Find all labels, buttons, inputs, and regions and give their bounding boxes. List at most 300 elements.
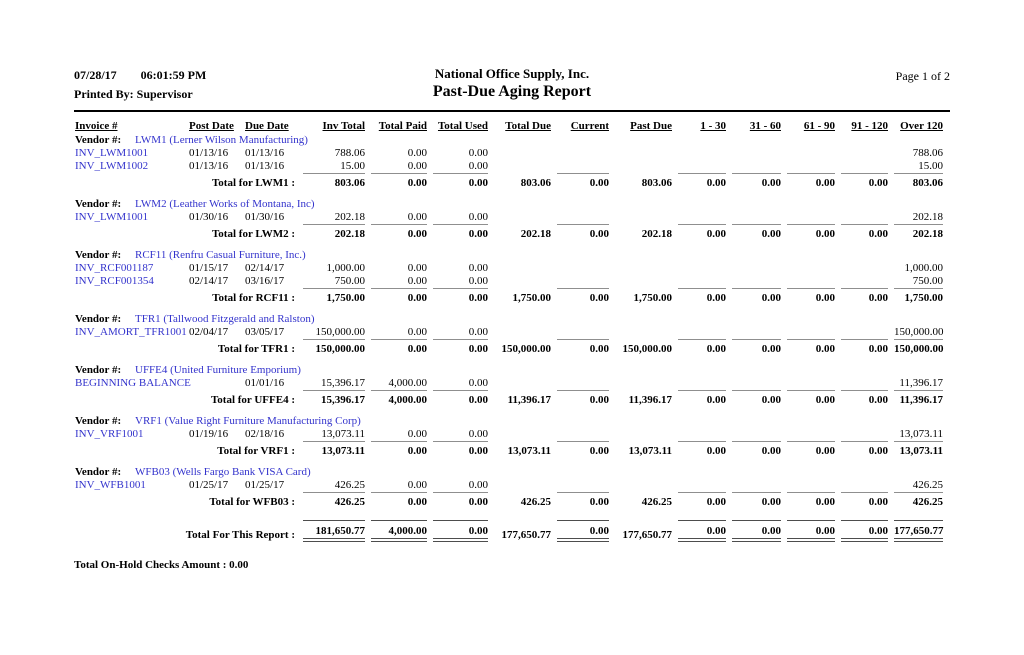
- on-hold-checks-value: 0.00: [229, 559, 249, 572]
- section-total-amount: 0.00: [433, 224, 488, 241]
- section-total-row: [75, 441, 943, 458]
- amount-cell: [732, 377, 781, 390]
- section-total-amount: 0.00: [732, 224, 781, 241]
- amount-cell: 202.18: [912, 211, 943, 224]
- section-total-amount: 0.00: [557, 492, 609, 509]
- invoice-row: [75, 275, 943, 288]
- section-total-amount: 0.00: [557, 288, 609, 305]
- amount-cell: [678, 479, 726, 492]
- aging-table: [69, 116, 949, 542]
- section-total-amount: 0.00: [557, 173, 609, 190]
- vendor-cell: [75, 414, 943, 428]
- amount-cell: 13,073.11: [321, 428, 365, 441]
- vendor-row: [75, 465, 943, 479]
- column-header: Post Date: [189, 120, 234, 133]
- amount-cell: [841, 275, 888, 288]
- amount-cell: 0.00: [468, 479, 488, 492]
- due-date-cell: 03/16/17: [245, 275, 285, 288]
- vendor-row: [75, 197, 943, 211]
- amount-cell: [615, 262, 672, 275]
- section-total-amount: 13,073.11: [507, 445, 551, 458]
- section-total-amount: 0.00: [841, 288, 888, 305]
- post-date-cell: 01/13/16: [189, 160, 229, 173]
- section-total-amount: 202.18: [303, 224, 365, 241]
- section-total-amount: 0.00: [841, 224, 888, 241]
- spacer-row: [75, 509, 943, 516]
- amount-cell: 0.00: [407, 160, 427, 173]
- amount-cell: [494, 428, 551, 441]
- vendor-row: [75, 248, 943, 262]
- section-total-amount: 0.00: [732, 173, 781, 190]
- vendor-number-label: Vendor #:: [75, 134, 122, 147]
- section-total-amount: 11,396.17: [507, 394, 551, 407]
- amount-cell: [732, 275, 781, 288]
- amount-cell: 0.00: [468, 262, 488, 275]
- invoice-link[interactable]: INV_VRF1001: [75, 428, 144, 441]
- header-left: [74, 66, 329, 104]
- report-total-amount: 0.00: [841, 520, 888, 542]
- spacer-row: [75, 241, 943, 248]
- amount-cell: [494, 262, 551, 275]
- page-number: Page 1 of 2: [895, 69, 950, 83]
- amount-cell: [732, 262, 781, 275]
- invoice-row: [75, 326, 943, 339]
- amount-cell: 0.00: [407, 428, 427, 441]
- section-total-amount: 0.00: [841, 173, 888, 190]
- vendor-link[interactable]: RCF11 (Renfru Casual Furniture, Inc.): [135, 249, 306, 262]
- amount-cell: 1,000.00: [904, 262, 943, 275]
- column-header: Total Used: [437, 120, 488, 133]
- invoice-link[interactable]: INV_RCF001187: [75, 262, 154, 275]
- section-total-amount: 1,750.00: [633, 292, 672, 305]
- spacer-row: [75, 190, 943, 197]
- section-total-amount: 11,396.17: [628, 394, 672, 407]
- amount-cell: [787, 160, 835, 173]
- section-total-amount: 0.00: [787, 492, 835, 509]
- amount-cell: [678, 377, 726, 390]
- amount-cell: 0.00: [468, 275, 488, 288]
- section-total-amount: 202.18: [641, 228, 672, 241]
- section-total-amount: 11,396.17: [894, 390, 943, 407]
- vendor-link[interactable]: VRF1 (Value Right Furniture Manufacturing Corp): [135, 415, 361, 428]
- amount-cell: [787, 262, 835, 275]
- amount-cell: 4,000.00: [388, 377, 427, 390]
- invoice-link[interactable]: BEGINNING BALANCE: [75, 377, 191, 390]
- post-date-cell: 01/30/16: [189, 211, 229, 224]
- section-total-amount: 0.00: [557, 390, 609, 407]
- due-date-cell: 02/14/17: [245, 262, 285, 275]
- column-header: 61 - 90: [803, 120, 835, 133]
- spacer: [75, 241, 943, 248]
- vendor-row: [75, 363, 943, 377]
- amount-cell: 0.00: [407, 262, 427, 275]
- column-header: Current: [570, 120, 609, 133]
- amount-cell: [494, 211, 551, 224]
- section-total-row: [75, 339, 943, 356]
- amount-cell: [678, 428, 726, 441]
- amount-cell: [841, 147, 888, 160]
- printed-by: Printed By: Supervisor: [74, 87, 193, 102]
- section-total-amount: 202.18: [520, 228, 551, 241]
- due-date-cell: 02/18/16: [245, 428, 285, 441]
- amount-cell: 0.00: [468, 211, 488, 224]
- section-total-amount: 0.00: [678, 390, 726, 407]
- report-total-amount: 0.00: [787, 520, 835, 542]
- section-total-amount: 426.25: [520, 496, 551, 509]
- amount-cell: [557, 160, 609, 173]
- amount-cell: [787, 275, 835, 288]
- report-header: [74, 66, 950, 104]
- section-total-amount: 0.00: [678, 339, 726, 356]
- section-total-amount: 0.00: [371, 441, 427, 458]
- section-total-amount: 0.00: [678, 173, 726, 190]
- section-total-amount: 0.00: [841, 492, 888, 509]
- amount-cell: [841, 262, 888, 275]
- invoice-row: [75, 377, 943, 390]
- section-total-label: Total for UFFE4 :: [210, 394, 295, 407]
- amount-cell: 1,000.00: [326, 262, 365, 275]
- amount-cell: 15.00: [918, 160, 943, 173]
- vendor-link[interactable]: WFB03 (Wells Fargo Bank VISA Card): [135, 466, 311, 479]
- vendor-number-label: Vendor #:: [75, 364, 122, 377]
- section-total-amount: 0.00: [433, 339, 488, 356]
- amount-cell: [841, 428, 888, 441]
- section-total-amount: 1,750.00: [512, 292, 551, 305]
- amount-cell: [557, 377, 609, 390]
- amount-cell: [841, 326, 888, 339]
- vendor-cell: [75, 363, 943, 377]
- section-total-amount: 0.00: [732, 390, 781, 407]
- section-total-amount: 0.00: [732, 339, 781, 356]
- section-total-amount: 1,750.00: [303, 288, 365, 305]
- invoice-row: [75, 262, 943, 275]
- vendor-number-label: Vendor #:: [75, 466, 122, 479]
- amount-cell: 788.06: [912, 147, 943, 160]
- amount-cell: [732, 211, 781, 224]
- post-date-cell: [189, 377, 239, 390]
- column-header: 31 - 60: [749, 120, 781, 133]
- report-total-amount: 4,000.00: [371, 520, 427, 542]
- due-date-cell: 01/13/16: [245, 160, 285, 173]
- spacer: [75, 305, 943, 312]
- column-header: Inv Total: [322, 120, 365, 133]
- section-total-amount: 0.00: [732, 288, 781, 305]
- section-total-amount: 150,000.00: [894, 339, 943, 356]
- section-total-amount: 0.00: [678, 224, 726, 241]
- invoice-link[interactable]: INV_LWM1001: [75, 147, 149, 160]
- section-total-amount: 0.00: [433, 390, 488, 407]
- invoice-link[interactable]: INV_LWM1001: [75, 211, 149, 224]
- due-date-cell: 01/30/16: [245, 211, 285, 224]
- amount-cell: [841, 377, 888, 390]
- amount-cell: [494, 377, 551, 390]
- amount-cell: [678, 262, 726, 275]
- vendor-cell: [75, 133, 943, 147]
- post-date-cell: 02/04/17: [189, 326, 229, 339]
- amount-cell: [615, 377, 672, 390]
- amount-cell: [615, 147, 672, 160]
- column-header: Invoice #: [75, 120, 118, 133]
- amount-cell: [841, 160, 888, 173]
- section-total-row: [75, 492, 943, 509]
- report-total-amount: 0.00: [732, 520, 781, 542]
- section-total-amount: 426.25: [894, 492, 943, 509]
- vendor-number-label: Vendor #:: [75, 415, 122, 428]
- report-total-amount: 181,650.77: [303, 520, 365, 542]
- section-total-amount: 0.00: [557, 224, 609, 241]
- amount-cell: [494, 147, 551, 160]
- on-hold-checks-note: [74, 559, 950, 571]
- section-total-label: Total for TFR1 :: [217, 343, 295, 356]
- on-hold-checks-label: Total On-Hold Checks Amount :: [74, 559, 227, 572]
- spacer: [75, 509, 943, 516]
- amount-cell: 788.06: [334, 147, 365, 160]
- vendor-cell: [75, 465, 943, 479]
- amount-cell: 0.00: [407, 275, 427, 288]
- section-total-amount: 0.00: [371, 288, 427, 305]
- report-total-amount: 177,650.77: [501, 529, 551, 542]
- section-total-amount: 0.00: [371, 173, 427, 190]
- vendor-row: [75, 312, 943, 326]
- section-total-amount: 13,073.11: [894, 441, 943, 458]
- section-total-label: Total for RCF11 :: [212, 292, 295, 305]
- amount-cell: [494, 160, 551, 173]
- vendor-link[interactable]: LWM1 (Lerner Wilson Manufacturing): [135, 134, 308, 147]
- column-header: Total Due: [505, 120, 551, 133]
- section-total-amount: 4,000.00: [371, 390, 427, 407]
- spacer: [75, 458, 943, 465]
- amount-cell: [787, 211, 835, 224]
- section-total-amount: 0.00: [433, 288, 488, 305]
- section-total-amount: 0.00: [678, 492, 726, 509]
- section-total-row: [75, 173, 943, 190]
- amount-cell: 13,073.11: [899, 428, 943, 441]
- amount-cell: 750.00: [912, 275, 943, 288]
- amount-cell: 0.00: [407, 211, 427, 224]
- spacer-row: [75, 458, 943, 465]
- section-total-amount: 0.00: [371, 224, 427, 241]
- amount-cell: 0.00: [468, 428, 488, 441]
- amount-cell: [678, 160, 726, 173]
- amount-cell: [494, 275, 551, 288]
- amount-cell: [494, 326, 551, 339]
- invoice-row: [75, 147, 943, 160]
- column-header: Total Paid: [378, 120, 427, 133]
- spacer-row: [75, 407, 943, 414]
- section-total-amount: 0.00: [433, 492, 488, 509]
- report-total-amount: 0.00: [433, 520, 488, 542]
- section-total-amount: 0.00: [787, 288, 835, 305]
- amount-cell: [732, 428, 781, 441]
- vendor-link[interactable]: UFFE4 (United Furniture Emporium): [135, 364, 301, 377]
- amount-cell: 0.00: [468, 147, 488, 160]
- due-date-cell: 01/25/17: [245, 479, 285, 492]
- section-total-label: Total for WFB03 :: [209, 496, 295, 509]
- amount-cell: 15.00: [340, 160, 365, 173]
- vendor-cell: [75, 248, 943, 262]
- amount-cell: 150,000.00: [894, 326, 944, 339]
- amount-cell: [678, 326, 726, 339]
- section-total-row: [75, 390, 943, 407]
- section-total-amount: 0.00: [841, 339, 888, 356]
- section-total-amount: 0.00: [841, 441, 888, 458]
- vendor-number-label: Vendor #:: [75, 313, 122, 326]
- post-date-cell: 01/13/16: [189, 147, 229, 160]
- section-total-amount: 0.00: [678, 288, 726, 305]
- amount-cell: 426.25: [334, 479, 365, 492]
- section-total-amount: 15,396.17: [303, 390, 365, 407]
- section-total-amount: 1,750.00: [894, 288, 943, 305]
- section-total-label: Total for LWM2 :: [211, 228, 295, 241]
- section-total-amount: 0.00: [787, 224, 835, 241]
- vendor-number-label: Vendor #:: [75, 249, 122, 262]
- amount-cell: [841, 479, 888, 492]
- section-total-amount: 13,073.11: [628, 445, 672, 458]
- section-total-amount: 0.00: [732, 441, 781, 458]
- company-name: National Office Supply, Inc.: [434, 66, 590, 81]
- amount-cell: [787, 479, 835, 492]
- invoice-link[interactable]: INV_LWM1002: [75, 160, 149, 173]
- vendor-row: [75, 133, 943, 147]
- print-time: 06:01:59 PM: [140, 68, 207, 82]
- amount-cell: 0.00: [407, 147, 427, 160]
- invoice-link[interactable]: INV_RCF001354: [75, 275, 154, 288]
- amount-cell: [841, 211, 888, 224]
- due-date-cell: 01/13/16: [245, 147, 285, 160]
- amount-cell: 15,396.17: [321, 377, 365, 390]
- amount-cell: [557, 147, 609, 160]
- vendor-row: [75, 414, 943, 428]
- invoice-link[interactable]: INV_AMORT_TFR1001: [75, 326, 187, 339]
- header-divider: [74, 110, 950, 112]
- report-title: Past-Due Aging Report: [432, 83, 592, 100]
- amount-cell: [557, 428, 609, 441]
- column-header: 91 - 120: [851, 120, 888, 133]
- section-total-amount: 0.00: [787, 339, 835, 356]
- section-total-amount: 150,000.00: [303, 339, 365, 356]
- amount-cell: [732, 326, 781, 339]
- spacer: [75, 190, 943, 197]
- section-total-amount: 13,073.11: [303, 441, 365, 458]
- amount-cell: [787, 377, 835, 390]
- amount-cell: 0.00: [407, 479, 427, 492]
- section-total-amount: 0.00: [841, 390, 888, 407]
- amount-cell: [557, 262, 609, 275]
- section-total-amount: 426.25: [641, 496, 672, 509]
- amount-cell: [678, 275, 726, 288]
- section-total-amount: 0.00: [433, 441, 488, 458]
- post-date-cell: 02/14/17: [189, 275, 229, 288]
- amount-cell: [615, 428, 672, 441]
- column-header-row: [75, 116, 943, 133]
- spacer-row: [75, 305, 943, 312]
- section-total-amount: 0.00: [371, 339, 427, 356]
- section-total-amount: 0.00: [371, 492, 427, 509]
- vendor-link[interactable]: TFR1 (Tallwood Fitzgerald and Ralston): [135, 313, 315, 326]
- column-header: Due Date: [245, 120, 289, 133]
- post-date-cell: 01/25/17: [189, 479, 229, 492]
- amount-cell: [678, 211, 726, 224]
- report-total-label: Total For This Report :: [185, 529, 295, 542]
- amount-cell: 0.00: [468, 326, 488, 339]
- report-total-row: [75, 520, 943, 542]
- invoice-row: [75, 428, 943, 441]
- amount-cell: [615, 326, 672, 339]
- report-total-amount: 177,650.77: [622, 529, 672, 542]
- section-total-amount: 0.00: [787, 173, 835, 190]
- spacer-row: [75, 356, 943, 363]
- section-total-amount: 803.06: [520, 177, 551, 190]
- amount-cell: 150,000.00: [315, 326, 365, 339]
- amount-cell: [787, 428, 835, 441]
- report-total-amount: 0.00: [678, 520, 726, 542]
- print-date: 07/28/17: [74, 68, 117, 82]
- post-date-cell: 01/15/17: [189, 262, 229, 275]
- amount-cell: [732, 479, 781, 492]
- column-header: Over 120: [900, 120, 943, 133]
- section-total-amount: 426.25: [303, 492, 365, 509]
- section-total-amount: 0.00: [787, 441, 835, 458]
- amount-cell: [557, 326, 609, 339]
- amount-cell: [787, 147, 835, 160]
- report-total-amount: 0.00: [557, 520, 609, 542]
- section-total-amount: 0.00: [433, 173, 488, 190]
- amount-cell: 0.00: [468, 160, 488, 173]
- section-total-amount: 150,000.00: [501, 343, 551, 356]
- amount-cell: [732, 147, 781, 160]
- amount-cell: [557, 211, 609, 224]
- section-total-amount: 150,000.00: [622, 343, 672, 356]
- amount-cell: [557, 479, 609, 492]
- invoice-row: [75, 479, 943, 492]
- post-date-cell: 01/19/16: [189, 428, 229, 441]
- invoice-row: [75, 211, 943, 224]
- amount-cell: [615, 211, 672, 224]
- section-total-amount: 0.00: [787, 390, 835, 407]
- header-center: [329, 66, 695, 101]
- amount-cell: 426.25: [912, 479, 943, 492]
- vendor-number-label: Vendor #:: [75, 198, 122, 211]
- amount-cell: [678, 147, 726, 160]
- vendor-link[interactable]: LWM2 (Leather Works of Montana, Inc): [135, 198, 315, 211]
- amount-cell: 0.00: [468, 377, 488, 390]
- column-header: Past Due: [630, 120, 672, 133]
- vendor-cell: [75, 197, 943, 211]
- amount-cell: [787, 326, 835, 339]
- spacer: [75, 356, 943, 363]
- amount-cell: 202.18: [334, 211, 365, 224]
- print-datetime: [74, 66, 329, 85]
- amount-cell: [615, 160, 672, 173]
- due-date-cell: 01/01/16: [245, 377, 285, 390]
- amount-cell: [557, 275, 609, 288]
- report-total-amount: 177,650.77: [894, 520, 943, 542]
- section-total-amount: 0.00: [732, 492, 781, 509]
- section-total-row: [75, 288, 943, 305]
- vendor-cell: [75, 312, 943, 326]
- invoice-link[interactable]: INV_WFB1001: [75, 479, 146, 492]
- section-total-amount: 0.00: [557, 441, 609, 458]
- section-total-amount: 202.18: [894, 224, 943, 241]
- amount-cell: 750.00: [334, 275, 365, 288]
- amount-cell: 11,396.17: [899, 377, 943, 390]
- amount-cell: [615, 275, 672, 288]
- due-date-cell: 03/05/17: [245, 326, 285, 339]
- section-total-amount: 803.06: [894, 173, 943, 190]
- column-header: 1 - 30: [700, 120, 726, 133]
- amount-cell: 0.00: [407, 326, 427, 339]
- invoice-row: [75, 160, 943, 173]
